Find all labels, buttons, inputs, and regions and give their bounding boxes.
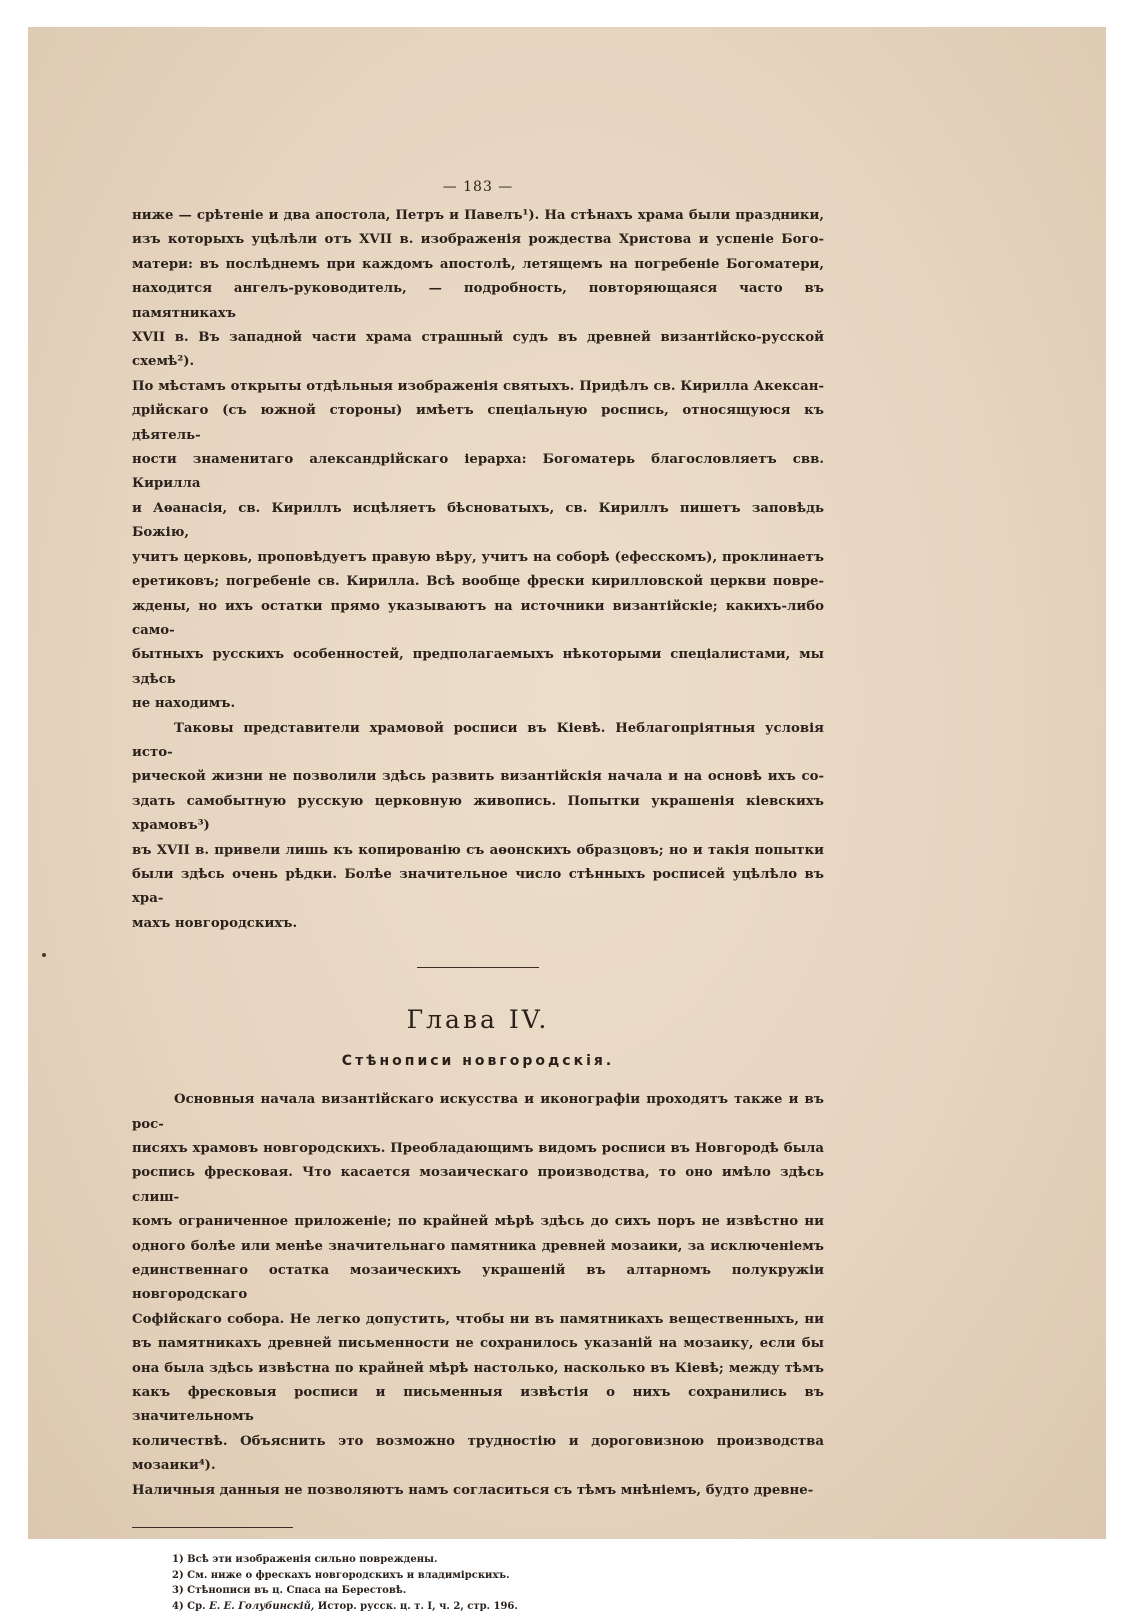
text-line: Софійскаго собора. Не легко допустить, чтобы ни въ памятникахъ вещественныхъ, ни [132, 1311, 824, 1327]
text-line: еретиковъ; погребеніе св. Кирилла. Всѣ вообще фрески кирилловской церкви повре- [132, 574, 824, 590]
text-line: количествѣ. Объяснить это возможно трудностію и дороговизною производства мозаики⁴). [132, 1433, 824, 1474]
footnote-mark: 1) [172, 1554, 188, 1566]
text-line: ниже — срѣтеніе и два апостола, Петръ и Павелъ¹). На стѣнахъ храма были праздники, [132, 208, 824, 223]
footnote-mark: 2) [172, 1569, 188, 1581]
footnote-prefix: Ср. [187, 1600, 210, 1612]
chapter-title: Глава IV. [406, 1005, 550, 1035]
page-number: — 183 — [442, 179, 514, 195]
text-line: комъ ограниченное приложеніе; по крайней мѣрѣ здѣсь до сихъ поръ не извѣстно ни [132, 1214, 824, 1230]
text-line: ности знаменитаго александрійскаго іерарха: Богоматерь благословляетъ свв. Кирилла [132, 452, 824, 492]
text-line: махъ новгородскихъ. [132, 915, 298, 931]
chapter-subtitle: Стѣнописи новгородскія. [341, 1053, 615, 1070]
footnote-text: Стѣнописи въ ц. Спаса на Берестовѣ. [187, 1585, 407, 1597]
text-line: дрійскаго (съ южной стороны) имѣетъ спеціальную роспись, относящуюся къ дѣятель- [132, 403, 824, 443]
footnote-text: Всѣ эти изображенія сильно повреждены. [187, 1554, 438, 1566]
text-line: Таковы представители храмовой росписи въ Кіевѣ. Неблагопріятныя условія исто- [132, 720, 824, 760]
footnote-mark: 3) [172, 1585, 188, 1597]
text-line: бытныхъ русскихъ особенностей, предполагаемыхъ нѣкоторыми спеціалистами, мы здѣсь [132, 647, 824, 687]
text-line: не находимъ. [132, 696, 236, 712]
text-line: были здѣсь очень рѣдки. Болѣе значительное число стѣнныхъ росписей уцѣлѣло въ хра- [132, 866, 824, 907]
page-content [132, 177, 824, 1614]
text-line: въ XVII в. привели лишь къ копированію съ аѳонскихъ образцовъ; но и такія попытки [132, 842, 824, 858]
text-line: находится ангелъ-руководитель, — подробность, повторяющаяся часто въ памятникахъ [132, 281, 824, 321]
text-line: одного болѣе или менѣе значительнаго памятника древней мозаики, за исключеніемъ [132, 1238, 824, 1254]
text-line: ждены, но ихъ остатки прямо указываютъ на источники византійскіе; какихъ-либо само- [132, 598, 824, 638]
footnote-author: Е. Е. Голубинскій, [209, 1600, 315, 1612]
ink-speck [42, 953, 46, 957]
text-line: писяхъ храмовъ новгородскихъ. Преобладающимъ видомъ росписи въ Новгородѣ была [132, 1141, 824, 1156]
text-line: Наличныя данныя не позволяютъ намъ согласиться съ тѣмъ мнѣніемъ, будто древне- [132, 1482, 814, 1498]
text-line: матери: въ послѣднемъ при каждомъ апостолѣ, летящемъ на погребеніе Богоматери, [132, 256, 824, 272]
footnote [172, 1583, 824, 1599]
text-line: роспись фресковая. Что касается мозаическаго производства, то оно имѣло здѣсь слиш- [132, 1165, 824, 1205]
text-line: въ памятникахъ древней письменности не сохранилось указаній на мозаику, если бы [132, 1336, 824, 1352]
text-line: какъ фресковыя росписи и письменныя извѣстія о нихъ сохранились въ значительномъ [132, 1385, 824, 1425]
footnote [172, 1552, 824, 1568]
paragraph-2 [132, 717, 824, 937]
section-divider [417, 967, 539, 968]
footnote-text: См. ниже о фрескахъ новгородскихъ и владимірскихъ. [187, 1569, 510, 1581]
text-line: рической жизни не позволили здѣсь развить византійскія начала и на основѣ ихъ со- [132, 769, 824, 785]
text-line: и Аѳанасія, св. Кириллъ исцѣляетъ бѣсноватыхъ, св. Кириллъ пишетъ заповѣдь Божію, [132, 500, 824, 541]
text-line: единственнаго остатка мозаическихъ украшеній въ алтарномъ полукружіи новгородскаго [132, 1263, 824, 1303]
text-line: учитъ церковь, проповѣдуетъ правую вѣру, учитъ на соборѣ (ефесскомъ), проклинаетъ [132, 549, 824, 565]
text-line: Основныя начала византійскаго искусства и иконографіи проходятъ также и въ рос- [132, 1092, 824, 1132]
text-line: XVII в. Въ западной части храма страшный судъ въ древней византійско-русской схемѣ²). [132, 330, 824, 370]
text-line: изъ которыхъ уцѣлѣли отъ XVII в. изображенія рождества Христова и успеніе Бого- [132, 232, 824, 248]
paragraph-1 [132, 204, 824, 717]
text-line: она была здѣсь извѣстна по крайней мѣрѣ настолько, насколько въ Кіевѣ; между тѣмъ [132, 1360, 824, 1376]
footnote-mark: 4) [172, 1600, 188, 1612]
text-line: По мѣстамъ открыты отдѣльныя изображенія святыхъ. Придѣлъ св. Кирилла Акексан- [132, 378, 824, 394]
footnote-text: Истор. русск. ц. т. I, ч. 2, стр. 196. [314, 1600, 518, 1612]
footnotes [172, 1552, 824, 1614]
footnote-divider [132, 1527, 293, 1528]
text-line: здать самобытную русскую церковную живопись. Попытки украшенія кіевскихъ храмовъ³) [132, 793, 824, 834]
paragraph-3 [132, 1088, 824, 1503]
footnote [172, 1599, 824, 1614]
